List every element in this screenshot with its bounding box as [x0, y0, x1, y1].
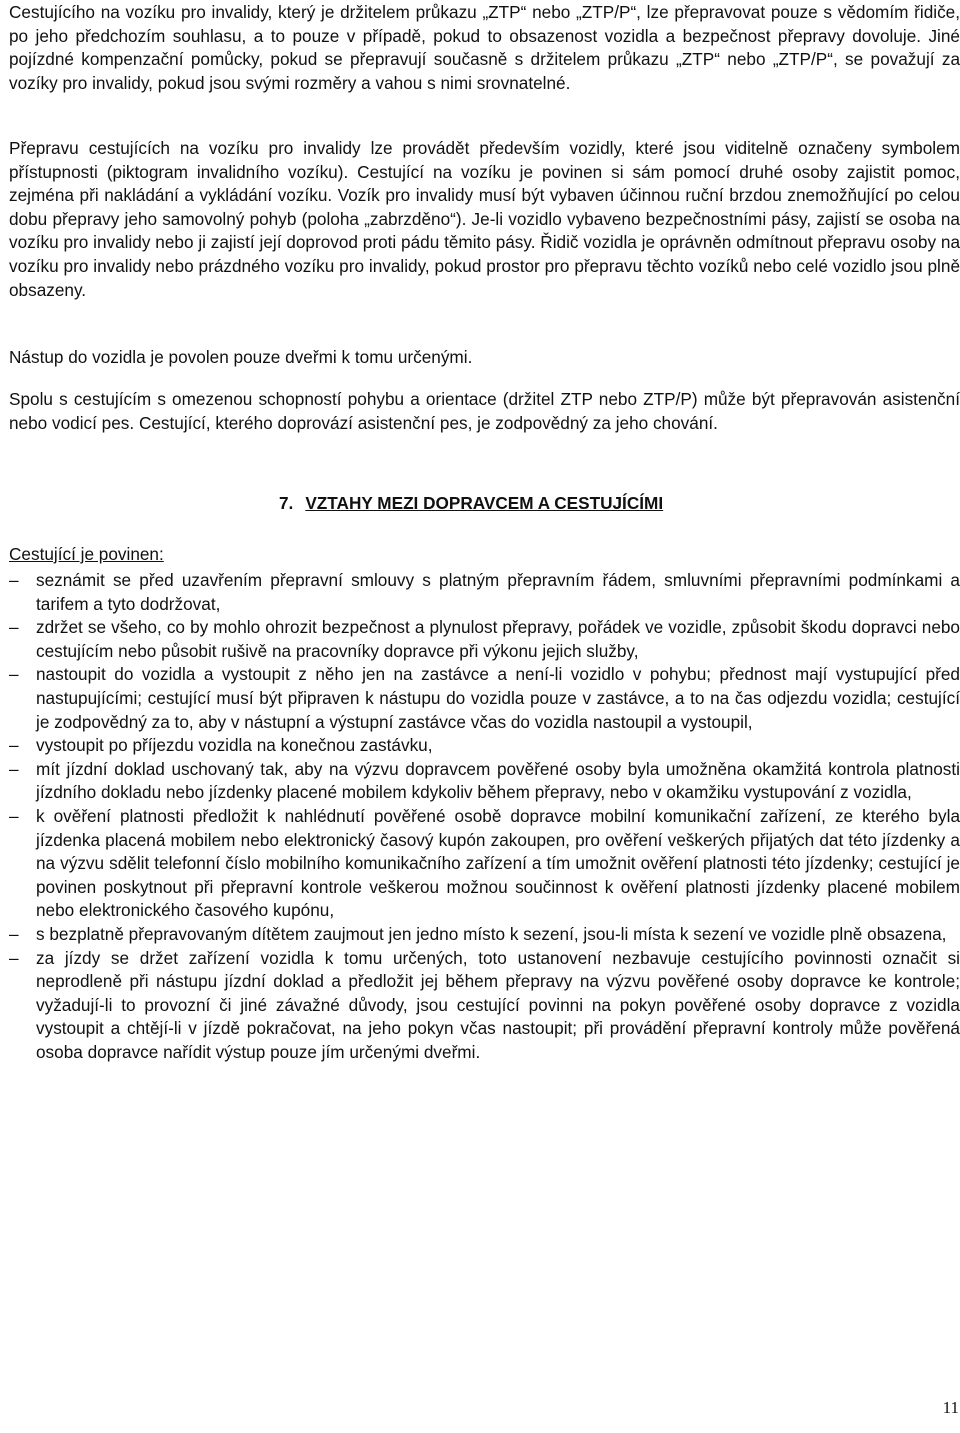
paragraph-wheelchair-vehicles: Přepravu cestujících na vozíku pro invalidy lze provádět především vozidly, které jsou viditelně označeny symbolem přístupnosti (piktogram invalidního vozíku). Cestující na vozíku je povinen si sám pomocí druhé osoby zajistit pomoc, zejména při nakládání a vykládání vozíku. Vozík pro invalidy musí být vybaven účinnou ruční brzdou znemožňující po celou dobu přepravy jeho samovolný pohyb (poloha „zabrzděno“). Je-li vozidlo vybaveno bezpečnostními pásy, zajistí se osoba na vozíku pro invalidy nebo ji zajistí její doprovod proti pádu těmito pásy. Řidič vozidla je oprávněn odmítnout přepravu osoby na vozíku pro invalidy nebo prázdného vozíku pro invalidy, pokud prostor pro přepravu těchto vozíků nebo celé vozidlo jsou plně obsazeny. [9, 138, 960, 300]
list-item-text: za jízdy se držet zařízení vozidla k tomu určených, toto ustanovení nezbavuje cestujícího povinnosti označit si neprodleně při nástupu jízdní doklad a předložit jej během přepravy na výzvu pověřené osoby dopravce ke kontrole; vyžadují-li to provozní či jiné závažné důvody, jsou cestující povinni na pokyn pověřené osoby dopravce z vozidla vystoupit a chtějí-li v jízdě pokračovat, na jeho pokyn včas nastoupit; při provádění přepravní kontroly může pověřená osoba dopravce nařídit výstup pouze jím určenými dveřmi. [36, 947, 960, 1062]
list-item [9, 569, 960, 616]
list-item-text: s bezplatně přepravovaným dítětem zaujmout jen jedno místo k sezení, jsou-li místa k sezení ve vozidle plně obsazena, [36, 923, 947, 944]
dash-bullet: – [9, 570, 19, 590]
dash-bullet: – [9, 947, 19, 968]
list-item [9, 734, 960, 758]
list-item [9, 805, 960, 923]
section-number: 7. [279, 493, 294, 513]
dash-bullet: – [9, 805, 19, 826]
paragraph-wheelchair-transport: Cestujícího na vozíku pro invalidy, který je držitelem průkazu „ZTP“ nebo „ZTP/P“, lze přepravovat pouze s vědomím řidiče, po jeho předchozím souhlasu, a to pouze v případě, pokud to obsazenost vozidla a bezpečnost přepravy dovoluje. Jiné pojízdné kompenzační pomůcky, pokud se přepravují současně s držitelem průkazu „ZTP“ nebo „ZTP/P“, se považují za vozíky pro invalidy, pokud jsou svými rozměry a vahou s nimi srovnatelné. [9, 2, 960, 93]
list-item [9, 663, 960, 734]
page-number: 11 [942, 1398, 959, 1417]
list-item [9, 923, 960, 947]
list-item [9, 947, 960, 1065]
list-item-text: k ověření platnosti předložit k nahlédnutí pověřené osobě dopravce mobilní komunikační zařízení, ze kterého byla jízdenka placená mobilem nebo elektronický časový kupón zakoupen, pro ověření veškerých přijatých dat této jízdenky a na výzvu sdělit telefonní číslo mobilního komunikačního zařízení a tím umožnit ověření platnosti této jízdenky; cestující je povinen poskytnout při přepravní kontrole veškerou možnou součinnost k ověření platnosti jízdenky placené mobilem nebo elektronického časového kupónu, [36, 805, 960, 921]
paragraph-assistance-dog: Spolu s cestujícím s omezenou schopností pohybu a orientace (držitel ZTP nebo ZTP/P) může být přepravován asistenční nebo vodicí pes. Cestující, kterého doprovází asistenční pes, je zodpovědný za jeho chování. [9, 389, 960, 433]
list-item [9, 758, 960, 805]
list-item-text: vystoupit po příjezdu vozidla na konečnou zastávku, [36, 735, 433, 756]
duties-intro: Cestující je povinen: [9, 544, 164, 564]
dash-bullet: – [9, 923, 19, 944]
duties-list [9, 569, 960, 1064]
paragraph-boarding-doors: Nástup do vozidla je povolen pouze dveřmi k tomu určenými. [9, 347, 473, 367]
section-title: VZTAHY MEZI DOPRAVCEM A CESTUJÍCÍMI [305, 493, 664, 513]
dash-bullet: – [9, 617, 19, 638]
section-heading [279, 492, 879, 516]
list-item [9, 616, 960, 663]
dash-bullet: – [9, 664, 19, 685]
list-item-text: nastoupit do vozidla a vystoupit z něho jen na zastávce a není-li vozidlo v pohybu; přednost mají vystupující před nastupujícími; cestující musí být připraven k nástupu do vozidla pouze v zastávce, a to na čas odjezdu vozidla; cestující je zodpovědný za to, aby v nástupní a výstupní zastávce včas do vozidla nastoupil a vystoupil, [36, 664, 960, 732]
list-item-text: mít jízdní doklad uschovaný tak, aby na výzvu dopravcem pověřené osoby byla umožněna okamžitá kontrola platnosti jízdního dokladu nebo jízdenky placené mobilem kdykoliv během přepravy, nebo v okamžiku vystupování z vozidla, [36, 758, 960, 803]
list-item-text: seznámit se před uzavřením přepravní smlouvy s platným přepravním řádem, smluvními přepravními podmínkami a tarifem a tyto dodržovat, [36, 570, 960, 614]
list-item-text: zdržet se všeho, co by mohlo ohrozit bezpečnost a plynulost přepravy, pořádek ve vozidle, způsobit škodu dopravci nebo cestujícím nebo působit rušivě na pracovníky dopravce při výkonu jejich služby, [36, 617, 960, 661]
dash-bullet: – [9, 735, 19, 756]
dash-bullet: – [9, 758, 19, 779]
